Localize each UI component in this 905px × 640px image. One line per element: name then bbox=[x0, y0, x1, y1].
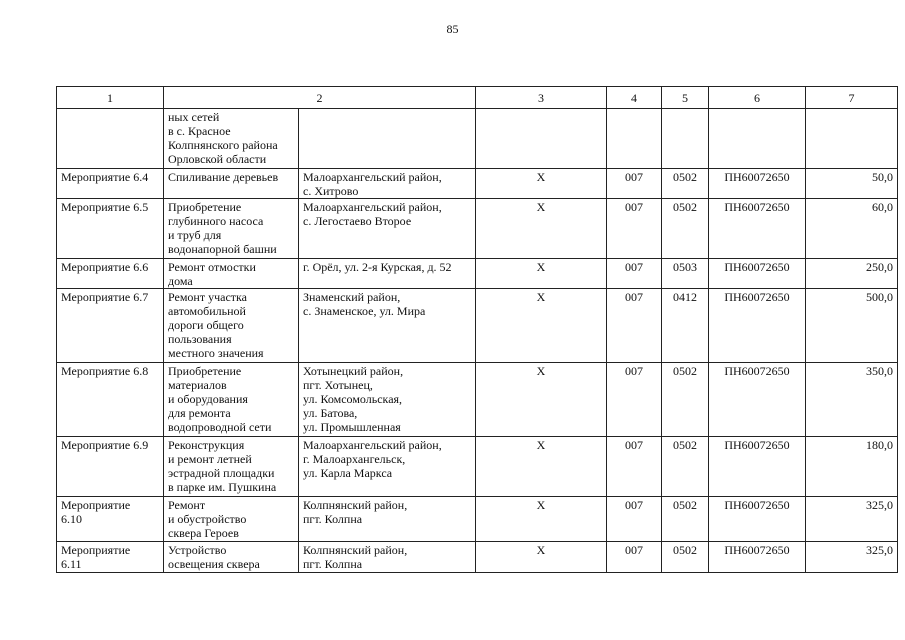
location-cell: Знаменский район, с. Знаменское, ул. Мира bbox=[299, 289, 476, 363]
budget-measures-table bbox=[56, 86, 898, 573]
measure-cell: Мероприятие 6.5 bbox=[57, 199, 164, 259]
header-col-7: 7 bbox=[806, 87, 898, 109]
section-cell: 0502 bbox=[662, 199, 709, 259]
measure-cell: Мероприятие 6.9 bbox=[57, 437, 164, 497]
target-code-cell: ПН60072650 bbox=[709, 497, 806, 542]
target-code-cell: ПН60072650 bbox=[709, 169, 806, 199]
amount-cell: 250,0 bbox=[806, 259, 898, 289]
code-cell: 007 bbox=[607, 259, 662, 289]
description-cell: Ремонт отмостки дома bbox=[164, 259, 299, 289]
code-cell: 007 bbox=[607, 289, 662, 363]
marker-cell: X bbox=[476, 437, 607, 497]
marker-cell: X bbox=[476, 259, 607, 289]
table-row bbox=[57, 437, 898, 497]
table-row bbox=[57, 497, 898, 542]
section-cell: 0502 bbox=[662, 363, 709, 437]
description-cell: Приобретение глубинного насоса и труб для водонапорной башни bbox=[164, 199, 299, 259]
measure-cell: Мероприятие 6.8 bbox=[57, 363, 164, 437]
header-col-1: 1 bbox=[57, 87, 164, 109]
section-cell: 0502 bbox=[662, 437, 709, 497]
marker-cell: X bbox=[476, 289, 607, 363]
section-cell: 0502 bbox=[662, 169, 709, 199]
measure-cell: Мероприятие 6.7 bbox=[57, 289, 164, 363]
marker-cell: X bbox=[476, 199, 607, 259]
description-cell: Реконструкция и ремонт летней эстрадной площадки в парке им. Пушкина bbox=[164, 437, 299, 497]
target-code-cell: ПН60072650 bbox=[709, 542, 806, 573]
amount-cell: 350,0 bbox=[806, 363, 898, 437]
description-cell: Приобретение материалов и оборудования для ремонта водопроводной сети bbox=[164, 363, 299, 437]
page-number: 85 bbox=[446, 22, 459, 36]
measure-cell bbox=[57, 109, 164, 169]
location-cell: г. Орёл, ул. 2-я Курская, д. 52 bbox=[299, 259, 476, 289]
amount-cell: 180,0 bbox=[806, 437, 898, 497]
section-cell: 0502 bbox=[662, 497, 709, 542]
measure-cell: Мероприятие 6.10 bbox=[57, 497, 164, 542]
amount-cell: 50,0 bbox=[806, 169, 898, 199]
description-cell: Ремонт участка автомобильной дороги общего пользования местного значения bbox=[164, 289, 299, 363]
section-cell bbox=[662, 109, 709, 169]
code-cell: 007 bbox=[607, 363, 662, 437]
marker-cell: X bbox=[476, 363, 607, 437]
measure-cell: Мероприятие 6.11 bbox=[57, 542, 164, 573]
header-col-4: 4 bbox=[607, 87, 662, 109]
location-cell: Малоархангельский район, с. Хитрово bbox=[299, 169, 476, 199]
target-code-cell: ПН60072650 bbox=[709, 289, 806, 363]
section-cell: 0503 bbox=[662, 259, 709, 289]
header-col-3: 3 bbox=[476, 87, 607, 109]
description-cell: ных сетей в с. Красное Колпнянского района Орловской области bbox=[164, 109, 299, 169]
table-row bbox=[57, 542, 898, 573]
amount-cell bbox=[806, 109, 898, 169]
table-row bbox=[57, 259, 898, 289]
table-row bbox=[57, 169, 898, 199]
target-code-cell: ПН60072650 bbox=[709, 437, 806, 497]
code-cell: 007 bbox=[607, 497, 662, 542]
marker-cell bbox=[476, 109, 607, 169]
table-row bbox=[57, 199, 898, 259]
header-col-6: 6 bbox=[709, 87, 806, 109]
table-header-row bbox=[57, 87, 898, 109]
table-row bbox=[57, 109, 898, 169]
measure-cell: Мероприятие 6.4 bbox=[57, 169, 164, 199]
amount-cell: 60,0 bbox=[806, 199, 898, 259]
header-col-2: 2 bbox=[164, 87, 476, 109]
section-cell: 0502 bbox=[662, 542, 709, 573]
marker-cell: X bbox=[476, 542, 607, 573]
location-cell bbox=[299, 109, 476, 169]
section-cell: 0412 bbox=[662, 289, 709, 363]
amount-cell: 325,0 bbox=[806, 497, 898, 542]
code-cell: 007 bbox=[607, 169, 662, 199]
amount-cell: 500,0 bbox=[806, 289, 898, 363]
table-row bbox=[57, 289, 898, 363]
location-cell: Малоархангельский район, г. Малоархангельск, ул. Карла Маркса bbox=[299, 437, 476, 497]
location-cell: Хотынецкий район, пгт. Хотынец, ул. Комсомольская, ул. Батова, ул. Промышленная bbox=[299, 363, 476, 437]
marker-cell: X bbox=[476, 169, 607, 199]
description-cell: Устройство освещения сквера bbox=[164, 542, 299, 573]
target-code-cell: ПН60072650 bbox=[709, 259, 806, 289]
code-cell: 007 bbox=[607, 437, 662, 497]
table-row bbox=[57, 363, 898, 437]
location-cell: Колпнянский район, пгт. Колпна bbox=[299, 542, 476, 573]
code-cell bbox=[607, 109, 662, 169]
location-cell: Колпнянский район, пгт. Колпна bbox=[299, 497, 476, 542]
location-cell: Малоархангельский район, с. Легостаево Второе bbox=[299, 199, 476, 259]
marker-cell: X bbox=[476, 497, 607, 542]
measure-cell: Мероприятие 6.6 bbox=[57, 259, 164, 289]
target-code-cell: ПН60072650 bbox=[709, 199, 806, 259]
header-col-5: 5 bbox=[662, 87, 709, 109]
code-cell: 007 bbox=[607, 199, 662, 259]
description-cell: Ремонт и обустройство сквера Героев bbox=[164, 497, 299, 542]
amount-cell: 325,0 bbox=[806, 542, 898, 573]
target-code-cell: ПН60072650 bbox=[709, 363, 806, 437]
description-cell: Спиливание деревьев bbox=[164, 169, 299, 199]
code-cell: 007 bbox=[607, 542, 662, 573]
target-code-cell bbox=[709, 109, 806, 169]
